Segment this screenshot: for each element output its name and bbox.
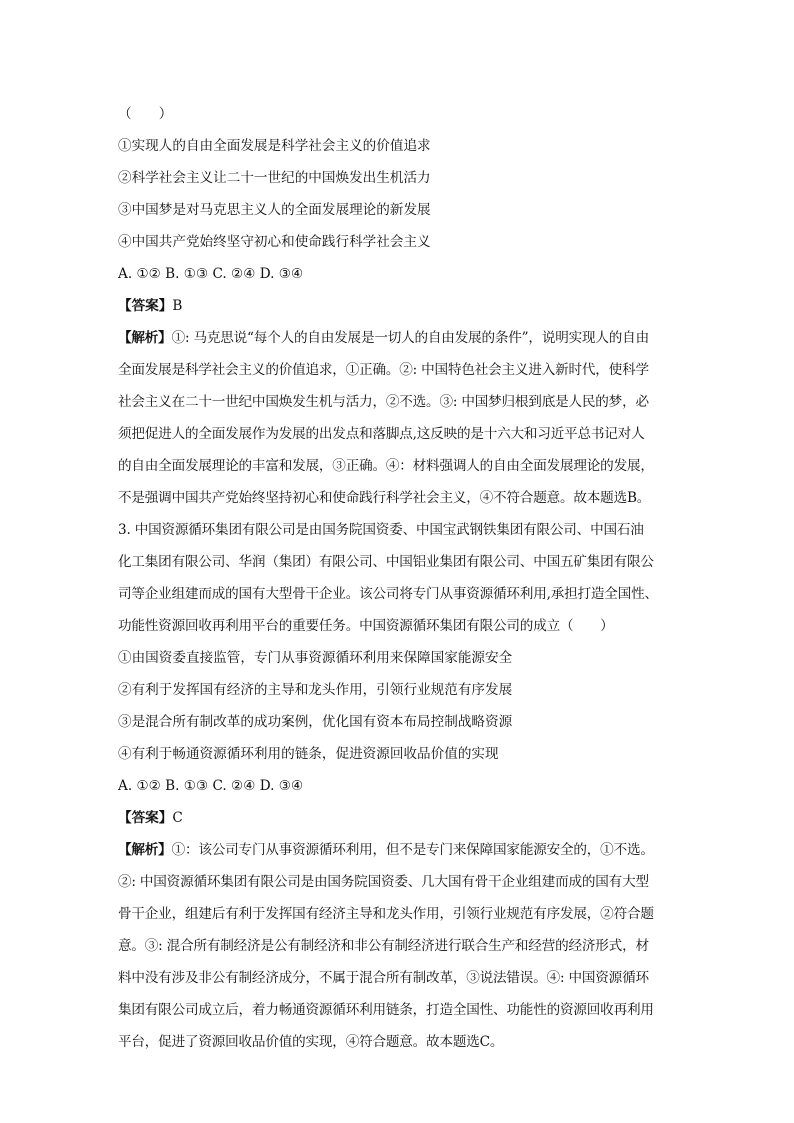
q2-analysis-text-1: ①: 马克思说“每个人的自由发展是一切人的自由发展的条件”，说明实现人的自由	[171, 330, 649, 346]
q3-analysis-line-7: 平台，促进了资源回收品价值的实现，④符合题意。故本题选C。	[118, 1034, 504, 1050]
q2-answer	[118, 290, 684, 322]
q2-choices: A. ①② B. ①③ C. ②④ D. ③④	[118, 266, 304, 282]
q3-answer-value: C	[172, 810, 183, 826]
q3-analysis-line-2: ②: 中国资源循环集团有限公司是由国务院国资委、几大国有骨干企业组建而成的国有大型	[118, 874, 649, 890]
q2-stem-tail: （ ）	[118, 106, 173, 122]
q3-analysis-label: 【解析】	[118, 842, 172, 858]
q3-stem-line-1: 3. 中国资源循环集团有限公司是由国务院国资委、中国宝武钢铁集团有限公司、中国石油	[118, 522, 644, 538]
q3-option-3: ③是混合所有制改革的成功案例，优化国有资本布局控制战略资源	[118, 714, 513, 730]
q2-analysis-label: 【解析】	[118, 330, 172, 346]
q3-answer	[118, 802, 684, 834]
q2-option-4: ④中国共产党始终坚守初心和使命践行科学社会主义	[118, 234, 431, 250]
q2-option-3: ③中国梦是对马克思主义人的全面发展理论的新发展	[118, 202, 431, 218]
q2-option-1: ①实现人的自由全面发展是科学社会主义的价值追求	[118, 138, 431, 154]
q3-analysis-line-5: 料中没有涉及非公有制经济成分，不属于混合所有制改革，③说法错误。④: 中国资源循环	[118, 970, 649, 986]
document-page	[118, 98, 684, 1058]
q3-answer-label: 【答案】	[118, 810, 173, 826]
q2-analysis-line-5: 的自由全面发展理论的丰富和发展，③正确。④：材料强调人的自由全面发展理论的发展，	[118, 458, 654, 474]
q2-analysis-line-1	[118, 322, 684, 354]
q3-analysis-line-4: 意。③: 混合所有制经济是公有制经济和非公有制经济进行联合生产和经营的经济形式，材	[118, 938, 649, 954]
q2-option-2: ②科学社会主义让二十一世纪的中国焕发出生机活力	[118, 170, 431, 186]
q3-analysis-line-3: 骨干企业，组建后有利于发挥国有经济主导和龙头作用，引领行业规范有序发展，②符合题	[118, 906, 654, 922]
q2-answer-value: B	[172, 298, 183, 314]
q3-choices: A. ①② B. ①③ C. ②④ D. ③④	[118, 778, 304, 794]
q3-stem-line-3: 司等企业组建而成的国有大型骨干企业。该公司将专门从事资源循环利用,承担打造全国性、	[118, 586, 658, 602]
q3-analysis-text-1: ①：该公司专门从事资源循环利用，但不是专门来保障国家能源安全的，①不选。	[171, 842, 654, 858]
q2-answer-label: 【答案】	[118, 298, 173, 314]
q3-option-2: ②有利于发挥国有经济的主导和龙头作用，引领行业规范有序发展	[118, 682, 513, 698]
q2-analysis-line-3: 社会主义在二十一世纪中国焕发生机与活力，②不选。③: 中国梦归根到底是人民的梦，必	[118, 394, 649, 410]
q3-analysis-line-1	[118, 834, 684, 866]
q2-analysis-line-2: 全面发展是科学社会主义的价值追求，①正确。②: 中国特色社会主义进入新时代，使科学	[118, 362, 649, 378]
q3-stem-line-2: 化工集团有限公司、华润（集团）有限公司、中国铝业集团有限公司、中国五矿集团有限公	[118, 554, 654, 570]
q3-option-4: ④有利于畅通资源循环利用的链条，促进资源回收品价值的实现	[118, 746, 499, 762]
q3-stem-line-4: 功能性资源回收再利用平台的重要任务。中国资源循环集团有限公司的成立（ ）	[118, 618, 614, 634]
q2-analysis-line-6: 不是强调中国共产党始终坚持初心和使命践行科学社会主义，④不符合题意。故本题选B。	[118, 490, 651, 506]
q3-analysis-line-6: 集团有限公司成立后，着力畅通资源循环利用链条，打造全国性、功能性的资源回收再利用	[118, 1002, 654, 1018]
q3-option-1: ①由国资委直接监管，专门从事资源循环利用来保障国家能源安全	[118, 650, 513, 666]
q2-analysis-line-4: 须把促进人的全面发展作为发展的出发点和落脚点,这反映的是十六大和习近平总书记对人	[118, 426, 645, 442]
